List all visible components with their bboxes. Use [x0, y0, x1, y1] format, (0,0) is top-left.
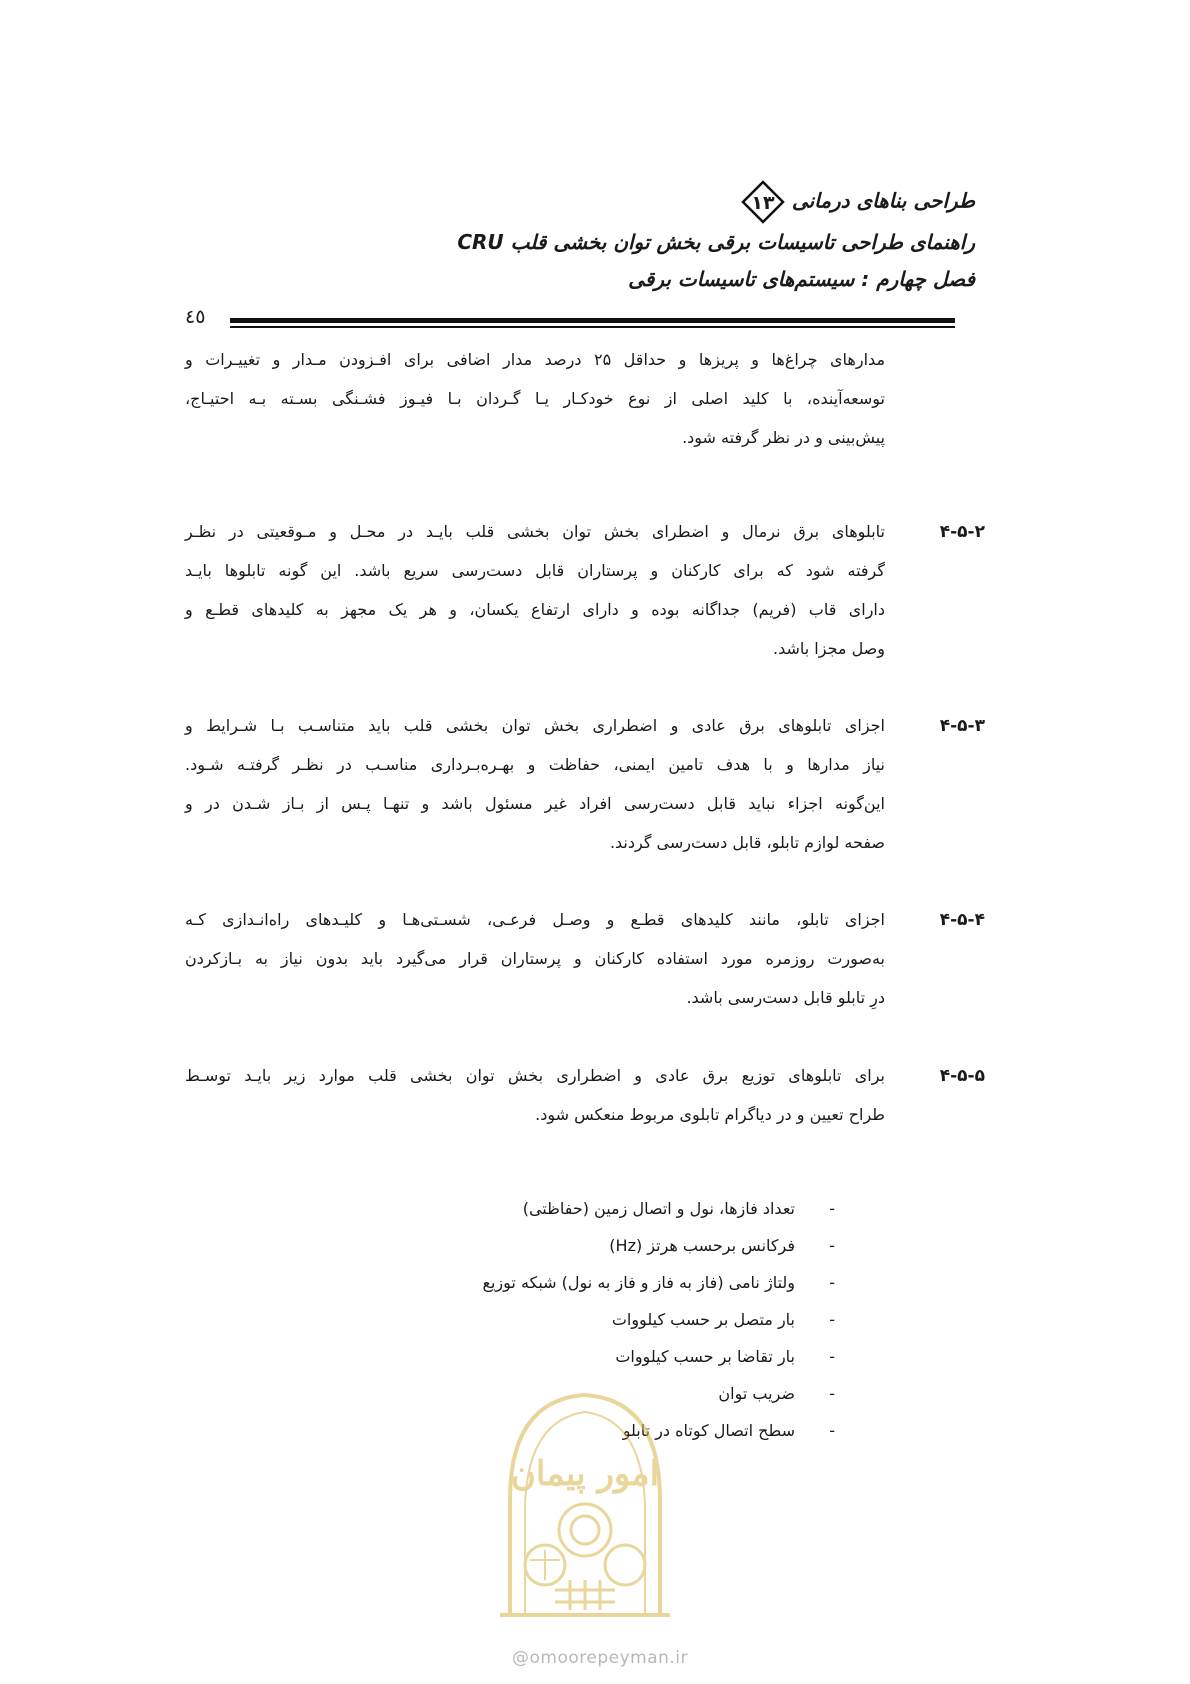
paragraph-line: نیاز مدارها و با هدف تامین ایمنی، حفاظت و بهـره‌بـرداری مناسـب در نظـر گرفتـه شـود. — [185, 755, 885, 774]
paragraph-line: تابلوهای برق نرمال و اضطرای بخش توان بخشی قلب بایـد در محـل و مـوقعیتی در نظـر — [185, 522, 885, 541]
section-paragraph — [185, 706, 885, 862]
list-item-text: سطح اتصال کوتاه در تابلو — [622, 1421, 795, 1440]
list-item-text: ولتاژ نامی (فاز به فاز و فاز به نول) شبکه توزیع — [482, 1273, 795, 1292]
series-title-line — [275, 180, 975, 224]
list-bullet: - — [829, 1199, 835, 1218]
intro-paragraph — [185, 340, 885, 457]
paragraph-line: گرفته شود که برای کارکنان و پرستاران قابل دست‌رسی سریع باشد. این گونه تابلوها بایـد — [185, 561, 885, 580]
list-item — [235, 1301, 835, 1338]
series-number-badge — [741, 180, 785, 224]
section-number: ۴-۵-۵ — [939, 1066, 985, 1086]
list-bullet: - — [829, 1421, 835, 1440]
list-bullet: - — [829, 1273, 835, 1292]
series-title: طراحی بناهای درمانی — [791, 188, 975, 213]
header-divider-thick — [230, 318, 955, 323]
list-bullet: - — [829, 1384, 835, 1403]
paragraph-line: دارای قاب (فریم) جداگانه بوده و دارای ارتفاع یکسان، و هر یک مجهز به کلیدهای قطـع و — [185, 600, 885, 619]
chapter-title: فصل چهارم : سیستم‌های تاسیسات برقی — [628, 267, 975, 291]
paragraph-line: صفحه لوازم تابلو، قابل دست‌رسی گردند. — [609, 833, 885, 852]
list-item-text: تعداد فازها، نول و اتصال زمین (حفاظتی) — [522, 1199, 795, 1218]
guide-title: راهنمای طراحی تاسیسات برقی بخش توان بخشی قلب CRU — [457, 230, 975, 254]
paragraph-line: اجزای تابلو، مانند کلیدهای قطـع و وصـل فرعـی، شسـتی‌هـا و کلیـدهای راه‌انـدازی کـه — [185, 910, 885, 929]
header-divider — [230, 318, 955, 330]
paragraph-line: مدارهای چراغ‌ها و پریزها و حداقل ۲۵ درصد مدار اضافی برای افـزودن مـدار و تغییـرات و — [185, 350, 886, 369]
watermark-logo-text: امور پیمان — [510, 1454, 660, 1494]
paragraph-line: وصل مجزا باشد. — [773, 639, 885, 658]
list-bullet: - — [829, 1236, 835, 1255]
paragraph-line: این‌گونه اجزاء نباید قابل دست‌رسی افراد غیر مسئول باشد و تنهـا پـس از بـاز شـدن در و — [185, 794, 885, 813]
series-number: ۱۳ — [751, 192, 775, 214]
list-item — [235, 1338, 835, 1375]
list-item-text: بار تقاضا بر حسب کیلووات — [615, 1347, 795, 1366]
page-number: ٤٥ — [185, 306, 206, 328]
section-paragraph — [185, 512, 885, 668]
list-bullet: - — [829, 1310, 835, 1329]
paragraph-line: توسعه‌آینده، با کلید اصلی از نوع خودکـار یـا گـردان بـا فیـوز فشـنگی بسـته بـه احتیـاج، — [185, 389, 885, 408]
header-divider-thin — [230, 326, 955, 328]
list-item — [235, 1190, 835, 1227]
list-item-text: ضریب توان — [718, 1384, 795, 1403]
paragraph-line: اجزای تابلوهای برق عادی و اضطراری بخش توان بخشی قلب باید متناسـب بـا شـرایط و — [185, 716, 885, 735]
section-number: ۴-۵-۲ — [939, 522, 985, 542]
paragraph-line: پیش‌بینی و در نظر گرفته شود. — [682, 428, 885, 447]
list-item-text: بار متصل بر حسب کیلووات — [611, 1310, 795, 1329]
paragraph-line: طراح تعیین و در دیاگرام تابلوی مربوط منعکس شود. — [535, 1105, 885, 1124]
watermark-seal-icon — [470, 1380, 700, 1640]
section-paragraph — [185, 900, 885, 1017]
list-bullet: - — [829, 1347, 835, 1366]
section-paragraph — [185, 1056, 885, 1134]
list-item — [235, 1227, 835, 1264]
list-item — [235, 1264, 835, 1301]
paragraph-line: برای تابلوهای توزیع برق عادی و اضطراری بخش توان بخشی قلب موارد زیر بایـد توسـط — [185, 1066, 885, 1085]
paragraph-line: درِ تابلو قابل دست‌رسی باشد. — [686, 988, 885, 1007]
list-item-text: فرکانس برحسب هرتز (Hz) — [609, 1236, 795, 1255]
section-number: ۴-۵-۴ — [939, 910, 985, 930]
paragraph-line: به‌صورت روزمره مورد استفاده کارکنان و پرستاران قرار می‌گیرد باید بدون نیاز به بـازکردن — [185, 949, 885, 968]
watermark-logo — [470, 1380, 700, 1640]
watermark-site: @omoorepeyman.ir — [511, 1648, 689, 1668]
section-number: ۴-۵-۳ — [939, 716, 985, 736]
page-header — [275, 180, 975, 298]
